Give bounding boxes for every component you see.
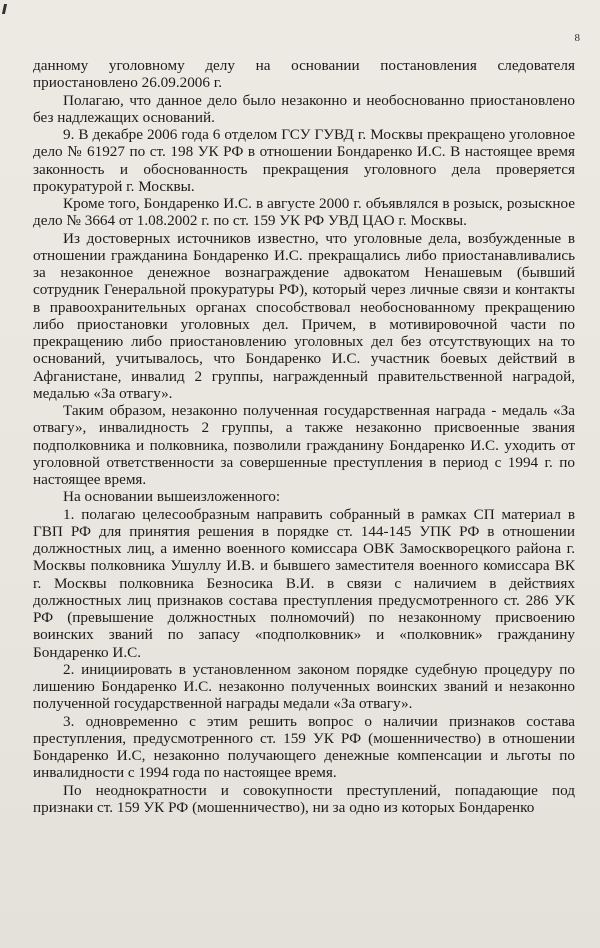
paragraph: Полагаю, что данное дело было незаконно и необоснованно приостановлено без надлежащих оснований. bbox=[33, 91, 575, 126]
page-number: 8 bbox=[574, 32, 580, 44]
paragraph-proposal-1: 1. полагаю целесообразным направить собранный в рамках СП материал в ГВП РФ для принятия решения в порядке ст. 144-145 УПК РФ в отношении должностных лиц, а именно военного комиссара ОВК Замоскворецкого района г. Москвы полковника Ушуллу И.В. и бывшего заместителя военного комиссара ВК г. Москвы полковника Безносика В.И. в связи с наличием в действиях должностных лиц признаков состава преступления предусмотренного ст. 286 УК РФ (превышение должностных полномочий) по незаконному присвоению воинских званий по запасу «подполковник» и «полковник» гражданину Бондаренко И.С. bbox=[33, 505, 575, 661]
document-body bbox=[33, 57, 575, 816]
paragraph-proposal-2: 2. инициировать в установленном законом порядке судебную процедуру по лишению Бондаренко И.С. незаконно полученных воинских званий и незаконно полученной государственной награды медали «За отвагу». bbox=[33, 660, 575, 713]
scan-mark bbox=[2, 4, 7, 14]
paragraph: Кроме того, Бондаренко И.С. в августе 2000 г. объявлялся в розыск, розыскное дело № 3664 от 1.08.2002 г. по ст. 159 УК РФ УВД ЦАО г. Москвы. bbox=[33, 195, 575, 230]
paragraph-item-9: 9. В декабре 2006 года 6 отделом ГСУ ГУВД г. Москвы прекращено уголовное дело № 61927 по ст. 198 УК РФ в отношении Бондаренко И.С. В настоящее время законность и обоснованность прекращения уголовного дела проверяется прокуратурой г. Москвы. bbox=[33, 126, 575, 195]
paragraph-proposal-3: 3. одновременно с этим решить вопрос о наличии признаков состава преступления, предусмотренного ст. 159 УК РФ (мошенничество) в отношении Бондаренко И.С, незаконно получающего денежные компенсации и льготы по инвалидности с 1994 года по настоящее время. bbox=[33, 712, 575, 782]
paragraph: Таким образом, незаконно полученная государственная награда - медаль «За отвагу», инвалидность 2 группы, а также незаконно присвоенные звания подполковника и полковника, позволили гражданину Бондаренко И.С. уходить от уголовной ответственности за совершенные преступления в период с 1994 г. по настоящее время. bbox=[33, 402, 575, 488]
paragraph-continuation: данному уголовному делу на основании постановления следователя приостановлено 26.09.2006 г. bbox=[33, 57, 575, 92]
paragraph-conclusion-intro: На основании вышеизложенного: bbox=[63, 488, 281, 506]
paragraph: По неоднократности и совокупности преступлений, попадающие под признаки ст. 159 УК РФ (мошенничество), ни за одно из которых Бондаренко bbox=[33, 781, 575, 816]
paragraph: Из достоверных источников известно, что уголовные дела, возбужденные в отношении гражданина Бондаренко И.С. прекращались либо приостанавливались за незаконное денежное вознаграждение адвокатом Ненашевым (бывший сотрудник Генеральной прокуратуры РФ), который через личные связи и контакты в правоохранительных органах способствовал необоснованному прекращению либо приостановки уголовных дел. Причем, в мотивировочной части по прекращению либо приостановлению уголовных дел без отсутствующих на то оснований, учитывалось, что Бондаренко И.С. участник боевых действий в Афганистане, инвалид 2 группы, награжденный правительственной наградой, медалью «За отвагу». bbox=[33, 229, 575, 402]
